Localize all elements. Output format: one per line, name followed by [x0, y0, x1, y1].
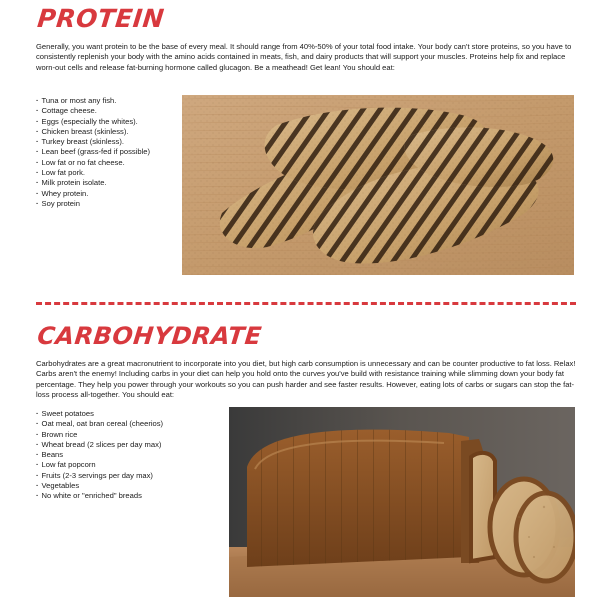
carbohydrate-heading: CARBOHYDRATE [36, 322, 264, 350]
food-list-item: · Soy protein [36, 199, 150, 209]
food-list-item: · Turkey breast (skinless). [36, 137, 150, 147]
food-list-item: · Low fat or no fat cheese. [36, 158, 150, 168]
food-list-item: · Milk protein isolate. [36, 178, 150, 188]
food-list-item: · Brown rice [36, 430, 163, 440]
food-list-item: · Eggs (especially the whites). [36, 117, 150, 127]
food-list-item: · No white or "enriched" breads [36, 491, 163, 501]
section-divider [36, 302, 576, 305]
sliced-bread-photo [229, 407, 575, 597]
food-list-item: · Sweet potatoes [36, 409, 163, 419]
food-list-item: · Low fat pork. [36, 168, 150, 178]
protein-heading: PROTEIN [36, 4, 166, 33]
food-list-item: · Tuna or most any fish. [36, 96, 150, 106]
food-list-item: · Lean beef (grass-fed if possible) [36, 147, 150, 157]
protein-food-list [36, 96, 150, 209]
food-list-item: · Whey protein. [36, 189, 150, 199]
food-list-item: · Low fat popcorn [36, 460, 163, 470]
food-list-item: · Wheat bread (2 slices per day max) [36, 440, 163, 450]
grilled-chicken-photo [182, 95, 574, 275]
protein-paragraph: Generally, you want protein to be the base of every meal. It should range from 40%-50% of your total food intake. Your body can't store proteins, so you have to consistently replenish your body with the amino acids contained in meats, fish, and dairy products that will support your muscles. Proteins help fix and replace worn-out cells and release fat-burning hormone called glucagon. Be a meathead! Get lean! You should eat: [36, 42, 572, 72]
food-list-item: · Chicken breast (skinless). [36, 127, 150, 137]
carbohydrate-food-list [36, 409, 163, 502]
food-list-item: · Fruits (2-3 servings per day max) [36, 471, 163, 481]
food-list-item: · Cottage cheese. [36, 106, 150, 116]
food-list-item: · Oat meal, oat bran cereal (cheerios) [36, 419, 163, 429]
carbohydrate-paragraph: Carbohydrates are a great macronutrient to incorporate into you diet, but high carb consumption is unnecessary and can be counter productive to fat loss. Relax! Carbs aren't the enemy! Including carbs in your diet can help you hold onto the curves you've build with resistance training while slimming down your body fat percentage. They help you power through your workouts so you can push harder and see faster results. However, eating lots of carbs or sugars can stop the fat-loss process all-together. You should eat: [36, 359, 576, 400]
food-list-item: · Beans [36, 450, 163, 460]
food-list-item: · Vegetables [36, 481, 163, 491]
